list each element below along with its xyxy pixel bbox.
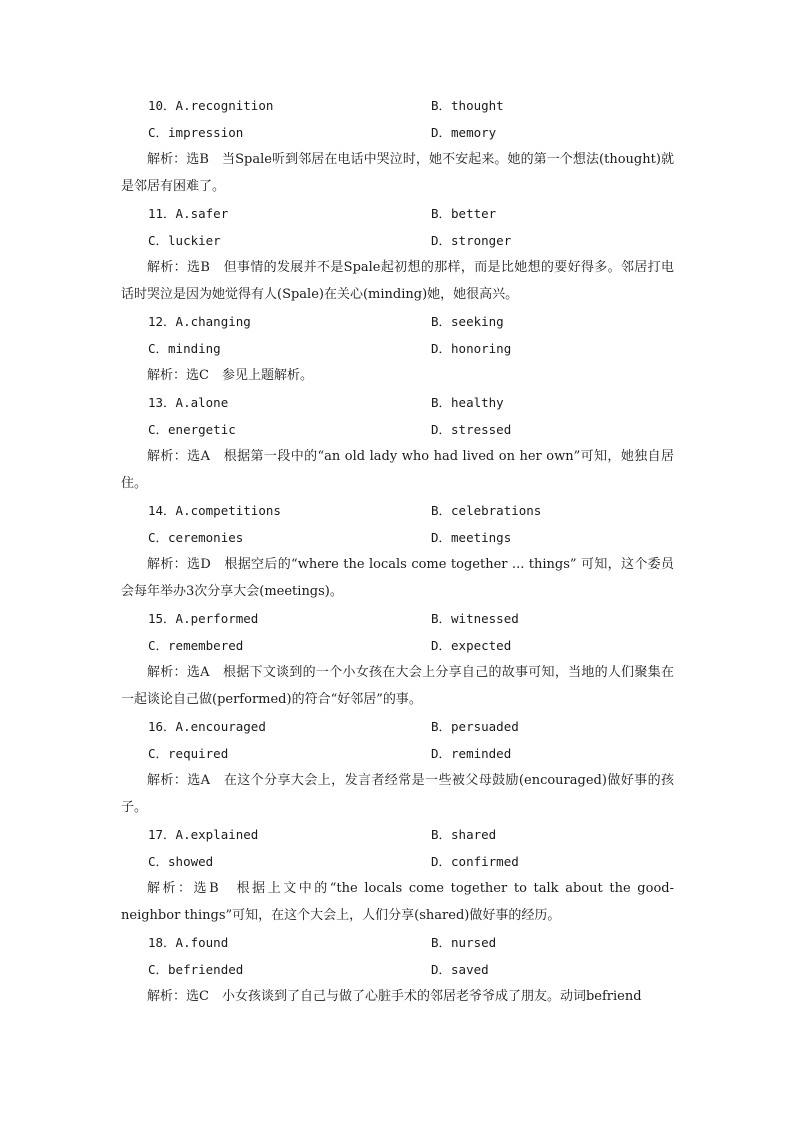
option-d: D．reminded [431,746,512,761]
option-d: D．expected [431,638,512,653]
option-a: 12．A.changing [148,314,251,329]
option-row [121,929,674,956]
option-b: B．healthy [431,395,504,410]
option-a: 15．A.performed [148,611,259,626]
option-c: C．energetic [148,422,236,437]
option-c: C．showed [148,854,214,869]
question-block-10 [121,92,674,200]
option-a: 18．A.found [148,935,229,950]
analysis-text: 解析：选B 但事情的发展并不是Spale起初想的那样，而是比她想的要好得多。邻居打电话时哭泣是因为她觉得有人(Spale)在关心(minding)她，她很高兴。 [121,260,674,302]
option-d: D．stronger [431,233,512,248]
option-b: B．nursed [431,935,497,950]
option-row [121,389,674,416]
option-d: D．memory [431,125,497,140]
analysis-text: 解析：选A 根据第一段中的“an old lady who had lived on her own”可知，她独自居住。 [121,449,674,491]
option-c: C．impression [148,125,244,140]
option-a: 10．A.recognition [148,98,274,113]
option-a: 17．A.explained [148,827,259,842]
page-content [121,92,674,1010]
option-row [121,119,674,146]
option-c: C．remembered [148,638,244,653]
option-row [121,848,674,875]
analysis-text: 解析：选A 在这个分享大会上，发言者经常是一些被父母鼓励(encouraged)做好事的孩子。 [121,773,674,815]
option-b: B．persuaded [431,719,519,734]
option-row [121,335,674,362]
option-d: D．saved [431,962,489,977]
question-block-18 [121,929,674,1010]
option-row [121,200,674,227]
option-row [121,524,674,551]
analysis-text: 解析：选A 根据下文谈到的一个小女孩在大会上分享自己的故事可知，当地的人们聚集在一起谈论自己做(performed)的符合“好邻居”的事。 [121,665,674,707]
option-c: C．ceremonies [148,530,244,545]
option-row [121,956,674,983]
analysis-text: 解析：选B 根据上文中的“the locals come together to talk about the good-neighbor things”可知，在这个大会上，人们分享(shared)做好事的经历。 [121,881,674,923]
option-a: 16．A.encouraged [148,719,266,734]
option-row [121,497,674,524]
option-row [121,740,674,767]
question-block-11 [121,200,674,308]
question-block-14 [121,497,674,605]
option-b: B．shared [431,827,497,842]
option-d: D．honoring [431,341,512,356]
option-c: C．luckier [148,233,221,248]
option-a: 14．A.competitions [148,503,281,518]
option-c: C．minding [148,341,221,356]
option-d: D．stressed [431,422,512,437]
option-b: B．celebrations [431,503,542,518]
option-a: 11．A.safer [148,206,229,221]
analysis-text: 解析：选B 当Spale听到邻居在电话中哭泣时，她不安起来。她的第一个想法(thought)就是邻居有困难了。 [121,152,674,194]
question-block-12 [121,308,674,389]
analysis-text: 解析：选D 根据空后的“where the locals come together ... things” 可知，这个委员会每年举办3次分享大会(meetings)。 [121,557,674,599]
question-block-13 [121,389,674,497]
option-row [121,713,674,740]
option-d: D．meetings [431,530,512,545]
option-row [121,605,674,632]
question-block-15 [121,605,674,713]
option-b: B．better [431,206,497,221]
option-row [121,632,674,659]
option-b: B．thought [431,98,504,113]
analysis-text: 解析：选C 小女孩谈到了自己与做了心脏手术的邻居老爷爷成了朋友。动词befriend [147,989,642,1004]
option-c: C．befriended [148,962,244,977]
option-row [121,92,674,119]
question-block-16 [121,713,674,821]
option-row [121,308,674,335]
option-a: 13．A.alone [148,395,229,410]
option-b: B．seeking [431,314,504,329]
option-row [121,416,674,443]
option-row [121,821,674,848]
option-c: C．required [148,746,229,761]
option-d: D．confirmed [431,854,519,869]
analysis-text: 解析：选C 参见上题解析。 [147,368,313,383]
option-b: B．witnessed [431,611,519,626]
option-row [121,227,674,254]
question-block-17 [121,821,674,929]
